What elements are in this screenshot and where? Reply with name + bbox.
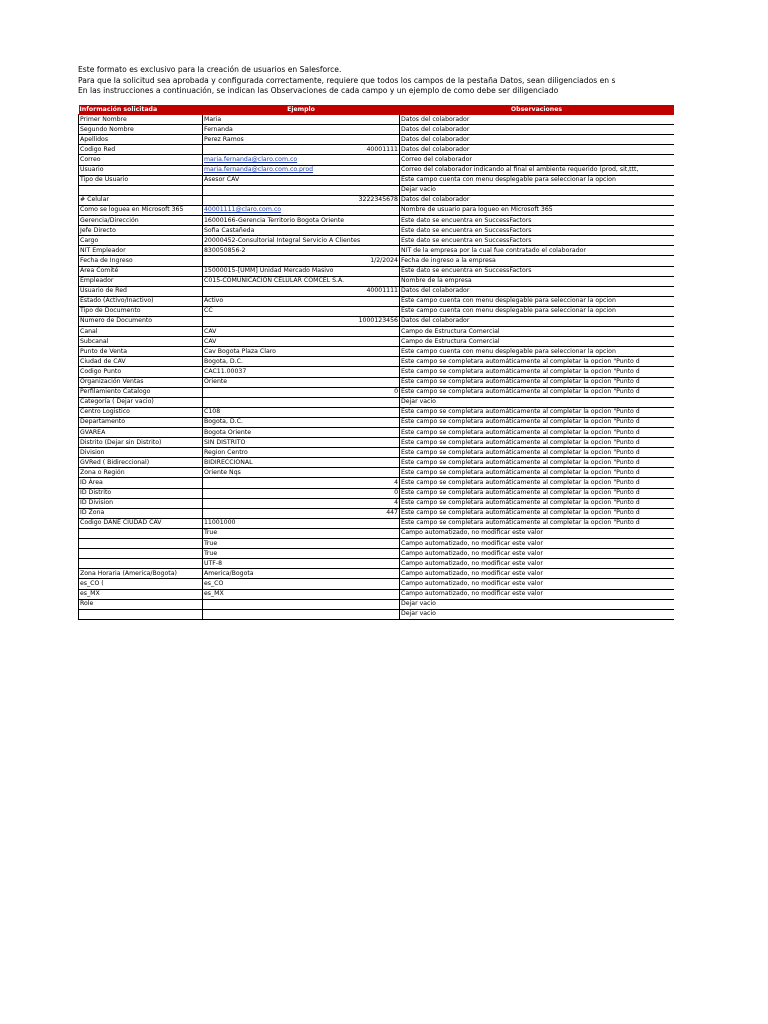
example-cell[interactable]: C015-COMUNICACIÓN CELULAR COMCEL S.A. [203, 276, 400, 286]
field-name-cell[interactable]: Numero de Documento [79, 316, 203, 326]
observation-cell[interactable]: Este dato se encuentra en SuccessFactors [400, 226, 674, 236]
example-cell[interactable]: True [203, 528, 400, 538]
example-cell[interactable]: 1/2/2024 [203, 256, 400, 266]
observation-cell[interactable]: Campo automatizado, no modificar este valor [400, 539, 674, 549]
table-row [79, 387, 674, 397]
field-name-cell[interactable]: Gerencia/Dirección [79, 216, 203, 226]
observation-cell[interactable]: Dejar vacio [400, 609, 674, 619]
observation-cell[interactable]: Fecha de ingreso a la empresa [400, 256, 674, 266]
observation-cell[interactable]: Este campo se completara automáticamente al completar la opcion "Punto d [400, 377, 674, 387]
example-cell[interactable]: CC [203, 306, 400, 316]
table-row [79, 428, 674, 438]
table-row [79, 246, 674, 256]
observation-cell[interactable]: Nombre de la empresa [400, 276, 674, 286]
example-cell[interactable]: 4 [203, 478, 400, 488]
instruction-line-2: Para que la solicitud sea aprobada y configurada correctamente, requiere que todos los campos de la pestaña Datos, sean diligenciados en s [78, 75, 616, 85]
table-row [79, 347, 674, 357]
example-cell[interactable]: CAV [203, 327, 400, 337]
field-name-cell[interactable]: Usuario [79, 165, 203, 175]
example-cell[interactable]: Bogota, D.C. [203, 357, 400, 367]
example-cell[interactable]: Maria [203, 115, 400, 125]
field-name-cell[interactable]: Perfilamiento Catalogo [79, 387, 203, 397]
observation-cell[interactable]: Este campo se completara automáticamente al completar la opcion "Punto d [400, 468, 674, 478]
example-cell[interactable] [203, 599, 400, 609]
example-cell[interactable]: Activo [203, 296, 400, 306]
example-cell[interactable]: Region Centro [203, 448, 400, 458]
example-cell[interactable]: 447 [203, 508, 400, 518]
example-cell[interactable]: Bogota, D.C. [203, 417, 400, 427]
example-cell[interactable]: es_CO [203, 579, 400, 589]
example-cell[interactable]: 11001000 [203, 518, 400, 528]
table-row [79, 155, 674, 165]
example-cell[interactable]: True [203, 549, 400, 559]
field-name-cell[interactable]: Área Comité [79, 266, 203, 276]
example-cell[interactable]: C108 [203, 407, 400, 417]
field-name-cell[interactable]: Zona o Región [79, 468, 203, 478]
field-name-cell[interactable] [79, 609, 203, 619]
field-name-cell[interactable]: ID Zona [79, 508, 203, 518]
field-name-cell[interactable]: Segundo Nombre [79, 125, 203, 135]
observation-cell[interactable]: Este campo se completara automáticamente al completar la opcion "Punto d [400, 458, 674, 468]
field-name-cell[interactable]: Codigo DANE CIUDAD CAV [79, 518, 203, 528]
example-cell[interactable]: 40001111 [203, 286, 400, 296]
example-cell[interactable] [203, 609, 400, 619]
table-header-row [79, 105, 674, 115]
field-name-cell[interactable]: Division [79, 448, 203, 458]
email-link[interactable]: 40001111@claro.com.co [204, 206, 282, 214]
table-row [79, 478, 674, 488]
table-row [79, 397, 674, 407]
table-row [79, 236, 674, 246]
table-row [79, 367, 674, 377]
field-name-cell[interactable] [79, 549, 203, 559]
example-cell[interactable]: 4 [203, 498, 400, 508]
observation-cell[interactable]: Datos del colaborador [400, 316, 674, 326]
table-row [79, 226, 674, 236]
field-name-cell[interactable] [79, 539, 203, 549]
observation-cell[interactable]: Este campo se completara automáticamente al completar la opcion "Punto d [400, 417, 674, 427]
observation-cell[interactable]: Datos del colaborador [400, 145, 674, 155]
observation-cell[interactable]: Este campo se completara automáticamente al completar la opcion "Punto d [400, 387, 674, 397]
table-row [79, 216, 674, 226]
observation-cell[interactable]: Este campo cuenta con menu desplegable para seleccionar la opcion [400, 347, 674, 357]
observation-cell[interactable]: Datos del colaborador [400, 125, 674, 135]
email-link[interactable]: maria.fernanda@claro.com.co.prod [204, 166, 314, 174]
field-name-cell[interactable]: Punto de Venta [79, 347, 203, 357]
table-row [79, 205, 674, 215]
observation-cell[interactable]: Dejar vacio [400, 599, 674, 609]
observation-cell[interactable]: Este campo cuenta con menu desplegable para seleccionar la opcion [400, 306, 674, 316]
field-name-cell[interactable]: Apellidos [79, 135, 203, 145]
instruction-line-3: En las instrucciones a continuación, se indican las Observaciones de cada campo y un ejemplo de como debe ser diligenciado [78, 86, 559, 95]
fields-table [78, 105, 674, 620]
table-row [79, 165, 674, 175]
observation-cell[interactable]: Este campo se completara automáticamente al completar la opcion "Punto d [400, 488, 674, 498]
observation-cell[interactable]: Este dato se encuentra en SuccessFactors [400, 266, 674, 276]
field-name-cell[interactable]: Tipo de Usuario [79, 175, 203, 185]
example-cell[interactable] [203, 397, 400, 407]
example-cell[interactable]: Bogota Oriente [203, 428, 400, 438]
observation-cell[interactable]: Campo automatizado, no modificar este valor [400, 528, 674, 538]
example-cell[interactable] [203, 155, 400, 165]
example-cell[interactable]: Cav Bogota Plaza Claro [203, 347, 400, 357]
observation-cell[interactable]: Este campo se completara automáticamente al completar la opcion "Punto d [400, 508, 674, 518]
example-cell[interactable]: 15000015-[UMM] Unidad Mercado Masivo [203, 266, 400, 276]
example-cell[interactable] [203, 185, 400, 195]
observation-cell[interactable]: Correo del colaborador indicando al final el ambiente requerido (prod, sit,ttt, [400, 165, 674, 175]
table-row [79, 115, 674, 125]
field-name-cell[interactable] [79, 528, 203, 538]
example-cell[interactable]: Fernanda [203, 125, 400, 135]
example-cell[interactable]: 1000123456 [203, 316, 400, 326]
field-name-cell[interactable]: Empleador [79, 276, 203, 286]
observation-cell[interactable]: Este campo cuenta con menu desplegable para seleccionar la opcion [400, 175, 674, 185]
observation-cell[interactable]: Datos del colaborador [400, 195, 674, 205]
observation-cell[interactable]: Este campo se completara automáticamente al completar la opcion "Punto d [400, 438, 674, 448]
table-row [79, 508, 674, 518]
example-cell[interactable]: BIDIRECCIONAL [203, 458, 400, 468]
table-row [79, 569, 674, 579]
header-informacion: Información solicitada [79, 105, 203, 115]
observation-cell[interactable]: Datos del colaborador [400, 135, 674, 145]
observation-cell[interactable]: Datos del colaborador [400, 115, 674, 125]
field-name-cell[interactable]: Tipo de Documento [79, 306, 203, 316]
table-row [79, 468, 674, 478]
table-row [79, 539, 674, 549]
example-cell[interactable] [203, 205, 400, 215]
example-cell[interactable]: True [203, 539, 400, 549]
observation-cell[interactable]: Este campo se completara automáticamente al completar la opcion "Punto d [400, 407, 674, 417]
table-row [79, 458, 674, 468]
example-cell[interactable]: CAV [203, 337, 400, 347]
example-cell[interactable]: SIN DISTRITO [203, 438, 400, 448]
field-name-cell[interactable]: Primer Nombre [79, 115, 203, 125]
field-name-cell[interactable]: GVAREA [79, 428, 203, 438]
field-name-cell[interactable]: Correo [79, 155, 203, 165]
field-name-cell[interactable]: Cargo [79, 236, 203, 246]
field-name-cell[interactable]: Centro Logistico [79, 407, 203, 417]
table-row [79, 175, 674, 185]
field-name-cell[interactable] [79, 559, 203, 569]
example-cell[interactable]: 20000452-Consultorial Integral Servicio A Clientes [203, 236, 400, 246]
field-name-cell[interactable]: Fecha de Ingreso [79, 256, 203, 266]
table-row [79, 448, 674, 458]
field-name-cell[interactable]: es_CO ( [79, 579, 203, 589]
table-row [79, 609, 674, 619]
field-name-cell[interactable]: Canal [79, 327, 203, 337]
example-cell[interactable]: 0 [203, 387, 400, 397]
field-name-cell[interactable]: Distrito (Dejar sin Distrito) [79, 438, 203, 448]
observation-cell[interactable]: Campo automatizado, no modificar este valor [400, 579, 674, 589]
table-row [79, 195, 674, 205]
header-observaciones: Observaciones [400, 105, 674, 115]
table-row [79, 296, 674, 306]
field-name-cell[interactable]: # Celular [79, 195, 203, 205]
example-cell[interactable]: 3222345678 [203, 195, 400, 205]
observation-cell[interactable]: Datos del colaborador [400, 286, 674, 296]
table-row [79, 306, 674, 316]
observation-cell[interactable]: Campo de Estructura Comercial [400, 337, 674, 347]
email-link[interactable]: maria.fernanda@claro.com.co [204, 155, 298, 163]
observation-cell[interactable]: Este campo se completara automáticamente al completar la opcion "Punto d [400, 367, 674, 377]
observation-cell[interactable]: Campo automatizado, no modificar este valor [400, 569, 674, 579]
field-name-cell[interactable]: Usuario de Red [79, 286, 203, 296]
example-cell[interactable]: 40001111 [203, 145, 400, 155]
table-body [79, 115, 674, 620]
table-row [79, 357, 674, 367]
example-cell[interactable]: CAC11.00037 [203, 367, 400, 377]
table-row [79, 377, 674, 387]
table-row [79, 135, 674, 145]
observation-cell[interactable]: Campo de Estructura Comercial [400, 327, 674, 337]
table-row [79, 549, 674, 559]
table-row [79, 125, 674, 135]
field-name-cell[interactable]: ID Division [79, 498, 203, 508]
table-row [79, 316, 674, 326]
example-cell[interactable]: America/Bogota [203, 569, 400, 579]
table-row [79, 518, 674, 528]
example-cell[interactable]: UTF-8 [203, 559, 400, 569]
field-name-cell[interactable] [79, 185, 203, 195]
table-row [79, 589, 674, 599]
field-name-cell[interactable]: Organización Ventas [79, 377, 203, 387]
table-row [79, 417, 674, 427]
example-cell[interactable]: Oriente Nqs [203, 468, 400, 478]
table-row [79, 337, 674, 347]
observation-cell[interactable]: Dejar vacio [400, 397, 674, 407]
example-cell[interactable]: Oriente [203, 377, 400, 387]
field-name-cell[interactable]: Jefe Directo [79, 226, 203, 236]
observation-cell[interactable]: Este campo se completara automáticamente al completar la opcion "Punto d [400, 478, 674, 488]
observation-cell[interactable]: Correo del colaborador [400, 155, 674, 165]
field-name-cell[interactable]: NIT Empleador [79, 246, 203, 256]
table-row [79, 256, 674, 266]
observation-cell[interactable]: Este campo se completara automáticamente al completar la opcion "Punto d [400, 498, 674, 508]
example-cell[interactable] [203, 165, 400, 175]
observation-cell[interactable]: Este campo cuenta con menu desplegable para seleccionar la opcion [400, 296, 674, 306]
table-row [79, 145, 674, 155]
example-cell[interactable]: es_MX [203, 589, 400, 599]
observation-cell[interactable]: Este campo se completara automáticamente al completar la opcion "Punto d [400, 357, 674, 367]
field-name-cell[interactable]: Zona Horaria (America/Bogota) [79, 569, 203, 579]
table-row [79, 599, 674, 609]
observation-cell[interactable]: Campo automatizado, no modificar este valor [400, 549, 674, 559]
observation-cell[interactable]: Campo automatizado, no modificar este valor [400, 589, 674, 599]
field-name-cell[interactable]: Como se loguea en Microsoft 365 [79, 205, 203, 215]
table-row [79, 266, 674, 276]
table-row [79, 559, 674, 569]
field-name-cell[interactable]: Codigo Punto [79, 367, 203, 377]
observation-cell[interactable]: Este dato se encuentra en SuccessFactors [400, 216, 674, 226]
field-name-cell[interactable]: ID Distrito [79, 488, 203, 498]
table-row [79, 185, 674, 195]
instructions [78, 65, 615, 97]
field-name-cell[interactable]: Subcanal [79, 337, 203, 347]
field-name-cell[interactable]: Role [79, 599, 203, 609]
example-cell[interactable]: 830050856-2 [203, 246, 400, 256]
field-name-cell[interactable]: GVRed ( Bidireccional) [79, 458, 203, 468]
header-ejemplo: Ejemplo [203, 105, 400, 115]
table-row [79, 407, 674, 417]
table-row [79, 528, 674, 538]
table-row [79, 327, 674, 337]
field-name-cell[interactable]: Categoría ( Dejar vacio) [79, 397, 203, 407]
table-row [79, 286, 674, 296]
field-name-cell[interactable]: ID Área [79, 478, 203, 488]
observation-cell[interactable]: Este dato se encuentra en SuccessFactors [400, 236, 674, 246]
field-name-cell[interactable]: Departamento [79, 417, 203, 427]
observation-cell[interactable]: Dejar vacio [400, 185, 674, 195]
table-row [79, 498, 674, 508]
table-row [79, 488, 674, 498]
field-name-cell[interactable]: es_MX [79, 589, 203, 599]
observation-cell[interactable]: Este campo se completara automáticamente al completar la opcion "Punto d [400, 428, 674, 438]
observation-cell[interactable]: Este campo se completara automáticamente al completar la opcion "Punto d [400, 448, 674, 458]
observation-cell[interactable]: Campo automatizado, no modificar este valor [400, 559, 674, 569]
observation-cell[interactable]: Este campo se completara automáticamente al completar la opcion "Punto d [400, 518, 674, 528]
example-cell[interactable]: Perez Ramos [203, 135, 400, 145]
example-cell[interactable]: 0 [203, 488, 400, 498]
table-row [79, 438, 674, 448]
table-row [79, 579, 674, 589]
observation-cell[interactable]: Nombre de usuario para logueo en Microsoft 365 [400, 205, 674, 215]
field-name-cell[interactable]: Codigo Red [79, 145, 203, 155]
field-name-cell[interactable]: Estado (Activo/Inactivo) [79, 296, 203, 306]
field-name-cell[interactable]: Ciudad de CAV [79, 357, 203, 367]
observation-cell[interactable]: NIT de la empresa por la cual fue contratado el colaborador [400, 246, 674, 256]
example-cell[interactable]: Sofia Castañeda [203, 226, 400, 236]
example-cell[interactable]: Asesor CAV [203, 175, 400, 185]
instruction-line-1: Este formato es exclusivo para la creación de usuarios en Salesforce. [78, 65, 342, 74]
table-row [79, 276, 674, 286]
example-cell[interactable]: 16000166-Gerencia Territorio Bogota Oriente [203, 216, 400, 226]
